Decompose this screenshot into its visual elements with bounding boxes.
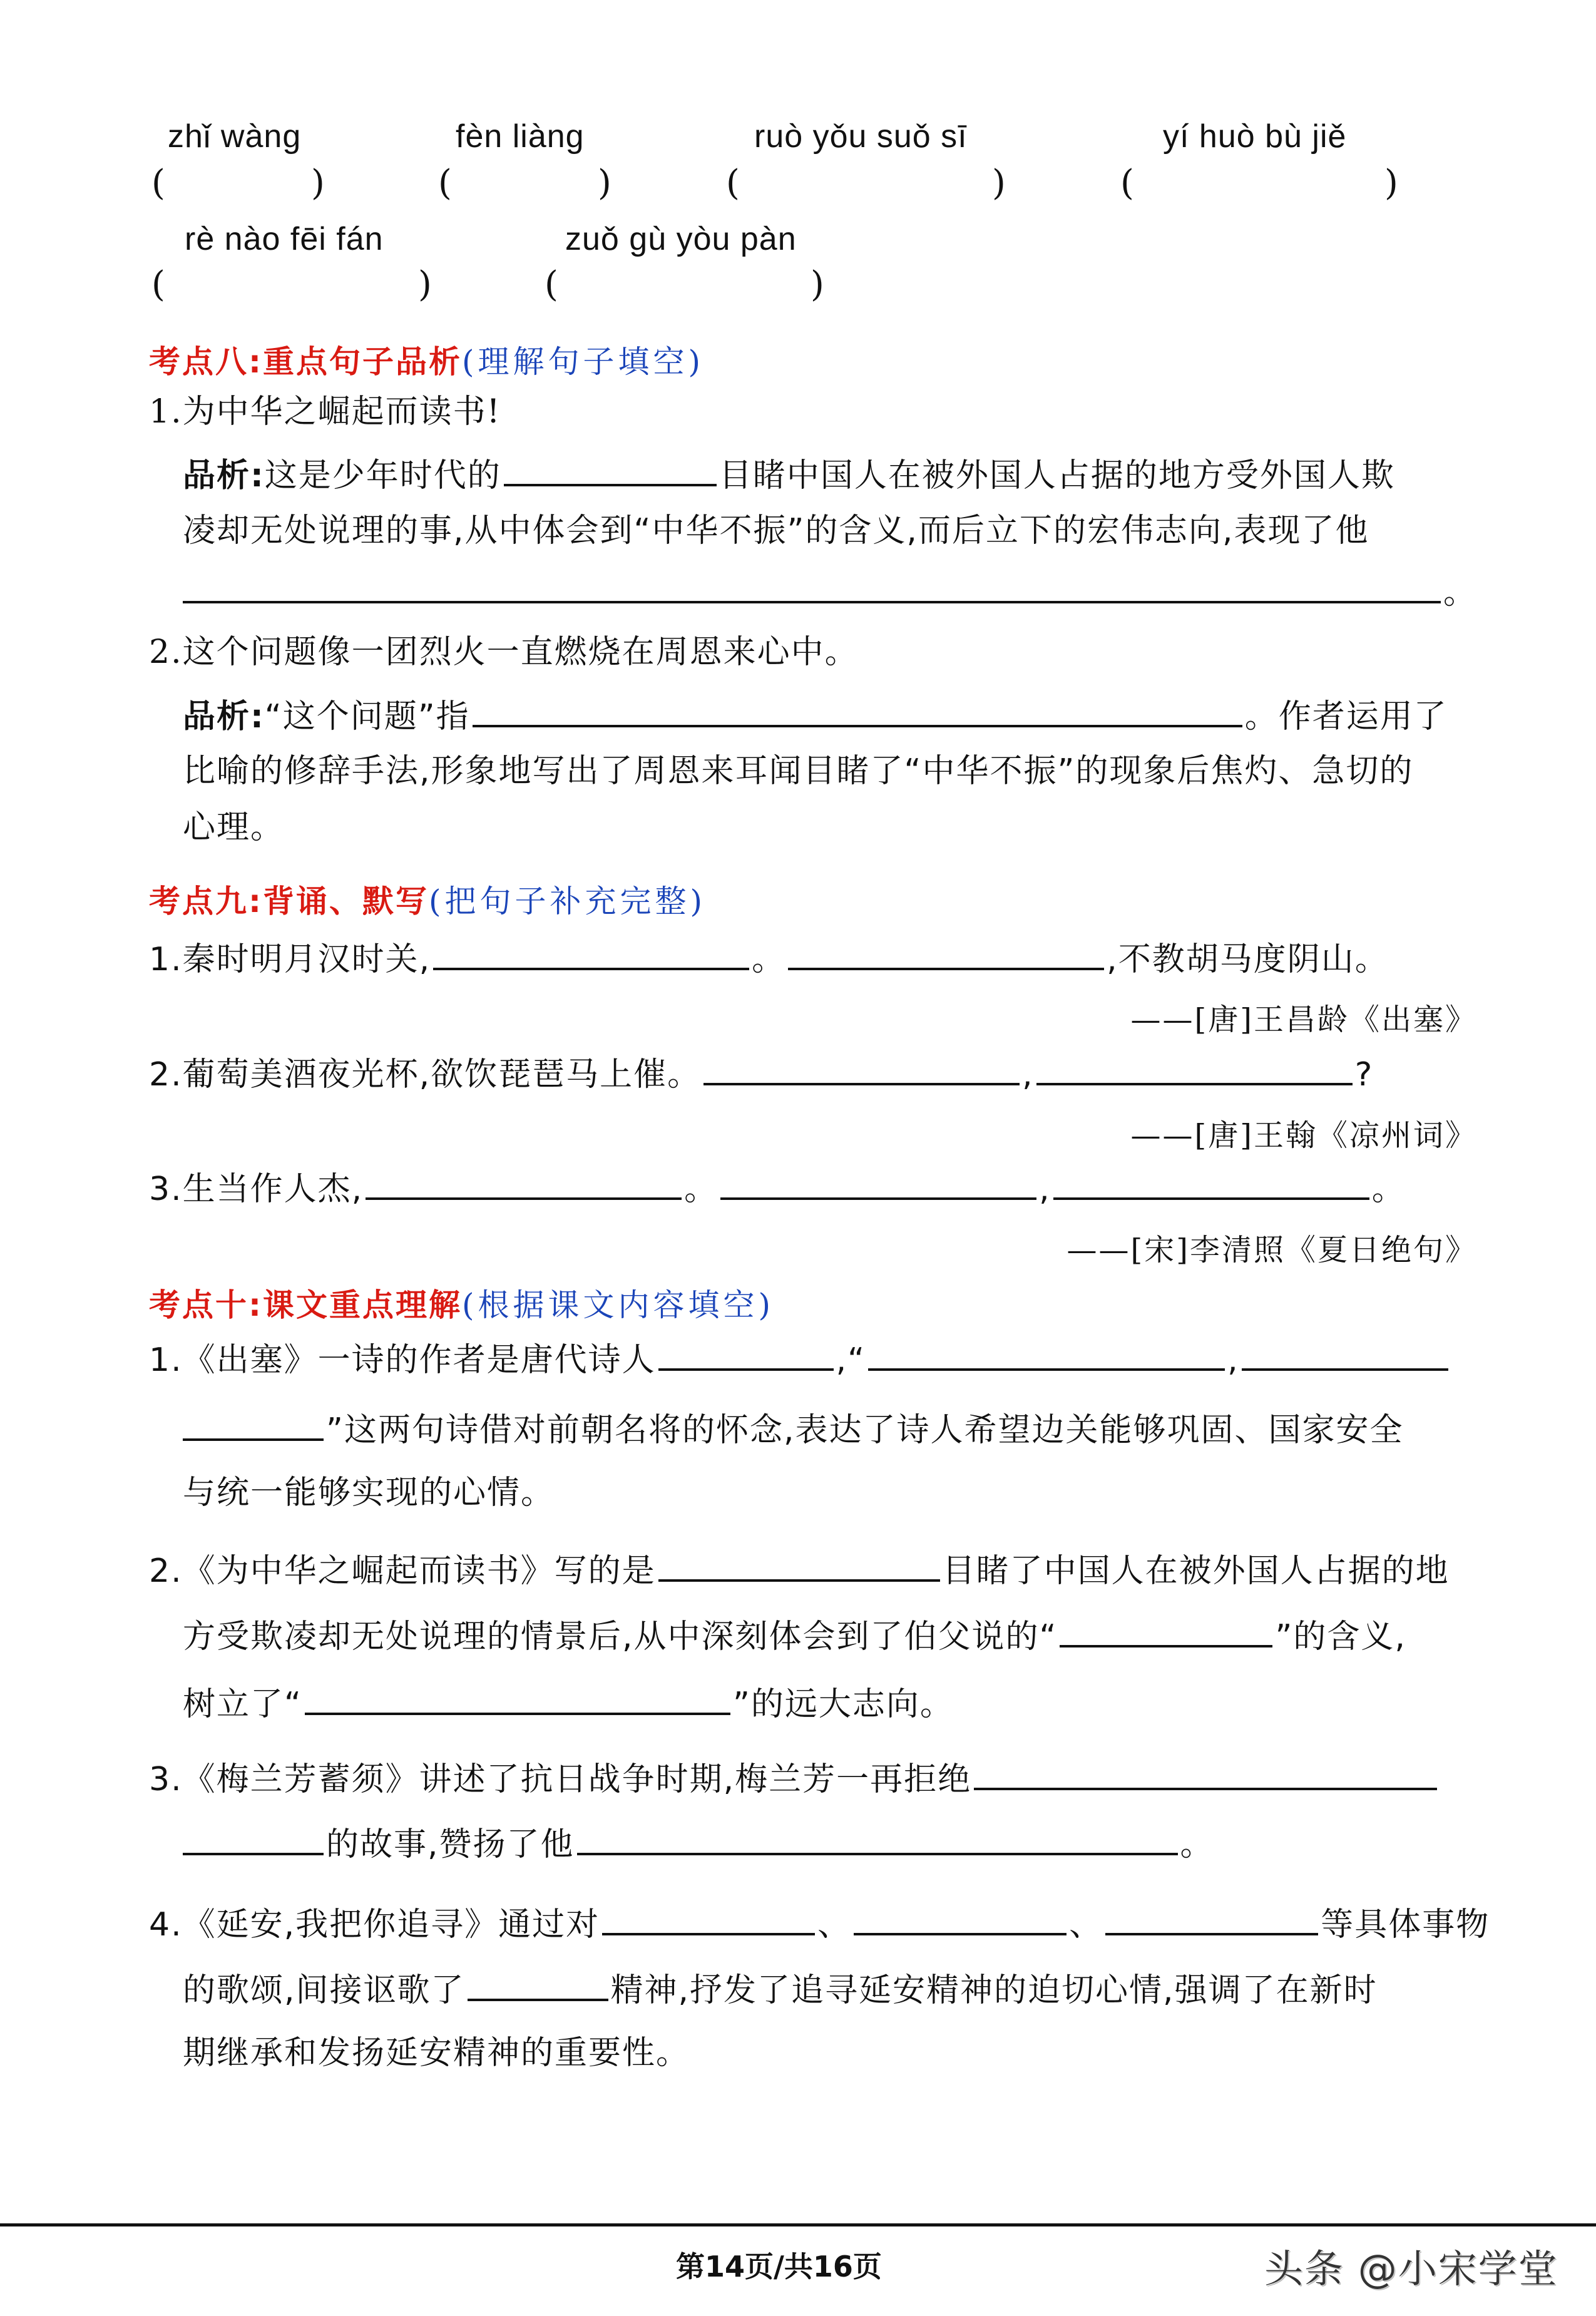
pinyin-item: zuǒ gù yòu pàn [565, 221, 797, 257]
answer-paren-close: ) [992, 163, 1006, 203]
section-subtitle: (根据课文内容填空) [462, 1287, 775, 1323]
poem-text: 葡萄美酒夜光杯,欲饮琵琶马上催。 [182, 1056, 702, 1094]
recitation-item [149, 1167, 1406, 1208]
punctuation: , [1227, 1341, 1239, 1379]
answer-paren-open: ( [1120, 163, 1134, 203]
analysis-line [183, 571, 1477, 612]
fill-blank[interactable] [183, 1823, 324, 1855]
question-text: ”的远大志向。 [732, 1686, 954, 1723]
recitation-item [149, 1053, 1373, 1094]
fill-blank[interactable] [577, 1823, 1178, 1855]
analysis-label: 品析: [183, 698, 265, 735]
section-heading [149, 876, 706, 921]
question-text: 《梅兰芳蓄须》讲述了抗日战争时期,梅兰芳一再拒绝 [182, 1761, 972, 1798]
question-1 [149, 393, 501, 431]
question-number: 1. [149, 393, 183, 431]
punctuation: 。 [752, 941, 786, 978]
question-number: 2. [149, 633, 183, 671]
fill-blank[interactable] [1105, 1903, 1318, 1935]
analysis-text: 。作者运用了 [1244, 698, 1448, 735]
poem-text: 生当作人杰, [182, 1171, 364, 1208]
section-subtitle: (理解句子填空) [462, 344, 705, 380]
analysis-text: “这个问题”指 [264, 698, 470, 735]
question-line [183, 1683, 954, 1723]
answer-paren-close: ) [811, 264, 824, 305]
analysis-text: 目睹中国人在被外国人占据的地方受外国人欺 [719, 457, 1395, 494]
answer-paren-close: ) [598, 163, 611, 203]
question-number: 4. [149, 1906, 183, 1944]
poem-text: 秦时明月汉时关, [182, 941, 431, 978]
question-2 [149, 633, 859, 671]
comprehension-q1 [149, 1338, 1451, 1379]
poem-attribution: ——[宋]李清照《夏日绝句》 [1067, 1232, 1477, 1268]
fill-blank[interactable] [854, 1903, 1067, 1935]
analysis-line: 心理。 [183, 809, 285, 846]
punctuation: 。 [1180, 1826, 1214, 1863]
question-text: 方受欺凌却无处说理的情景后,从中深刻体会到了伯父说的“ [183, 1618, 1058, 1656]
pinyin-item: zhǐ wàng [168, 118, 302, 155]
punctuation: ,“ [836, 1341, 866, 1379]
question-text: 等具体事物 [1321, 1906, 1490, 1944]
fill-blank[interactable] [433, 938, 749, 970]
footer-divider [0, 2223, 1596, 2226]
question-text: 的故事,赞扬了他 [326, 1826, 575, 1863]
punctuation: 。 [1371, 1171, 1406, 1208]
question-line [183, 1408, 1403, 1449]
poem-attribution: ——[唐]王翰《凉州词》 [1130, 1118, 1477, 1153]
analysis-line [183, 454, 1395, 494]
section-heading [149, 337, 704, 382]
analysis-text: 。 [1443, 574, 1478, 612]
fill-blank[interactable] [183, 1408, 324, 1441]
answer-paren-open: ( [151, 163, 165, 203]
comprehension-q2 [149, 1549, 1450, 1590]
question-text: 精神,抒发了追寻延安精神的迫切心情,强调了在新时 [610, 1972, 1378, 2009]
question-number: 1. [149, 1341, 183, 1379]
answer-paren-open: ( [151, 264, 165, 305]
answer-paren-close: ) [1384, 163, 1398, 203]
question-text: ”的含义, [1275, 1618, 1406, 1656]
question-line [183, 1823, 1214, 1863]
answer-paren-open: ( [438, 163, 452, 203]
punctuation: , [1039, 1171, 1051, 1208]
analysis-text: 这是少年时代的 [264, 457, 501, 494]
poem-attribution: ——[唐]王昌龄《出塞》 [1130, 1002, 1477, 1037]
fill-blank[interactable] [868, 1338, 1225, 1371]
page-number: 第14页/共16页 [676, 2250, 882, 2283]
fill-blank[interactable] [473, 695, 1242, 727]
answer-paren-close: ) [311, 163, 325, 203]
question-line [183, 1969, 1378, 2009]
pinyin-item: yí huò bù jiě [1163, 118, 1347, 155]
question-number: 2. [149, 1552, 183, 1590]
answer-paren-open: ( [726, 163, 740, 203]
question-text: 的歌颂,间接讴歌了 [183, 1972, 465, 2009]
punctuation: , [1022, 1056, 1034, 1094]
fill-blank[interactable] [658, 1549, 940, 1582]
fill-blank[interactable] [305, 1683, 730, 1715]
answer-paren-close: ) [418, 264, 432, 305]
fill-blank[interactable] [366, 1167, 682, 1200]
section-heading [149, 1280, 774, 1325]
fill-blank[interactable] [602, 1903, 815, 1935]
fill-blank[interactable] [1036, 1053, 1353, 1085]
recitation-item [149, 938, 1389, 978]
pinyin-item: ruò yǒu suǒ sī [754, 118, 968, 155]
punctuation: 。 [684, 1171, 719, 1208]
fill-blank[interactable] [1242, 1338, 1448, 1371]
section-title: 考点十:课文重点理解 [149, 1287, 462, 1323]
pinyin-item: rè nào fēi fán [185, 221, 384, 257]
fill-blank[interactable] [788, 938, 1104, 970]
analysis-line: 比喻的修辞手法,形象地写出了周恩来耳闻目睹了“中华不振”的现象后焦灼、急切的 [183, 752, 1414, 790]
section-title: 考点九:背诵、默写 [149, 883, 429, 920]
comprehension-q4 [149, 1903, 1490, 1944]
comprehension-q3 [149, 1758, 1440, 1798]
fill-blank[interactable] [468, 1969, 608, 2001]
fill-blank[interactable] [1053, 1167, 1369, 1200]
question-text: 《为中华之崛起而读书》写的是 [182, 1552, 656, 1590]
fill-blank[interactable] [658, 1338, 834, 1371]
poem-text: ,不教胡马度阴山。 [1107, 941, 1389, 978]
punctuation: ? [1354, 1056, 1374, 1094]
question-text: 目睹了中国人在被外国人占据的地 [942, 1552, 1450, 1590]
fill-blank[interactable] [1060, 1615, 1272, 1647]
question-number: 3. [149, 1171, 183, 1208]
question-number: 2. [149, 1056, 183, 1094]
question-sentence: 为中华之崛起而读书! [182, 393, 501, 431]
analysis-line: 凌却无处说理的事,从中体会到“中华不振”的含义,而后立下的宏伟志向,表现了他 [183, 512, 1369, 550]
fill-blank[interactable] [703, 1053, 1020, 1085]
question-text: 《出塞》一诗的作者是唐代诗人 [182, 1341, 656, 1379]
watermark: 头条 @小宋学堂 [1264, 2246, 1558, 2292]
punctuation: 、 [817, 1906, 852, 1944]
question-text: 树立了“ [183, 1686, 302, 1723]
fill-blank[interactable] [183, 571, 1441, 603]
analysis-label: 品析: [183, 457, 265, 494]
analysis-line [183, 695, 1448, 735]
section-subtitle: (把句子补充完整) [429, 883, 707, 920]
question-number: 3. [149, 1761, 183, 1798]
fill-blank[interactable] [504, 454, 717, 486]
section-title: 考点八:重点句子品析 [149, 344, 462, 380]
fill-blank[interactable] [974, 1758, 1437, 1790]
question-number: 1. [149, 941, 183, 978]
pinyin-item: fèn liàng [456, 118, 585, 155]
question-line [183, 1615, 1406, 1656]
punctuation: 、 [1069, 1906, 1103, 1944]
question-line: 期继承和发扬延安精神的重要性。 [183, 2034, 690, 2072]
question-line: 与统一能够实现的心情。 [183, 1474, 555, 1512]
question-text: 《延安,我把你追寻》通过对 [182, 1906, 600, 1944]
question-text: ”这两句诗借对前朝名将的怀念,表达了诗人希望边关能够巩固、国家安全 [326, 1412, 1404, 1449]
answer-paren-open: ( [545, 264, 558, 305]
fill-blank[interactable] [720, 1167, 1036, 1200]
question-sentence: 这个问题像一团烈火一直燃烧在周恩来心中。 [182, 633, 859, 671]
